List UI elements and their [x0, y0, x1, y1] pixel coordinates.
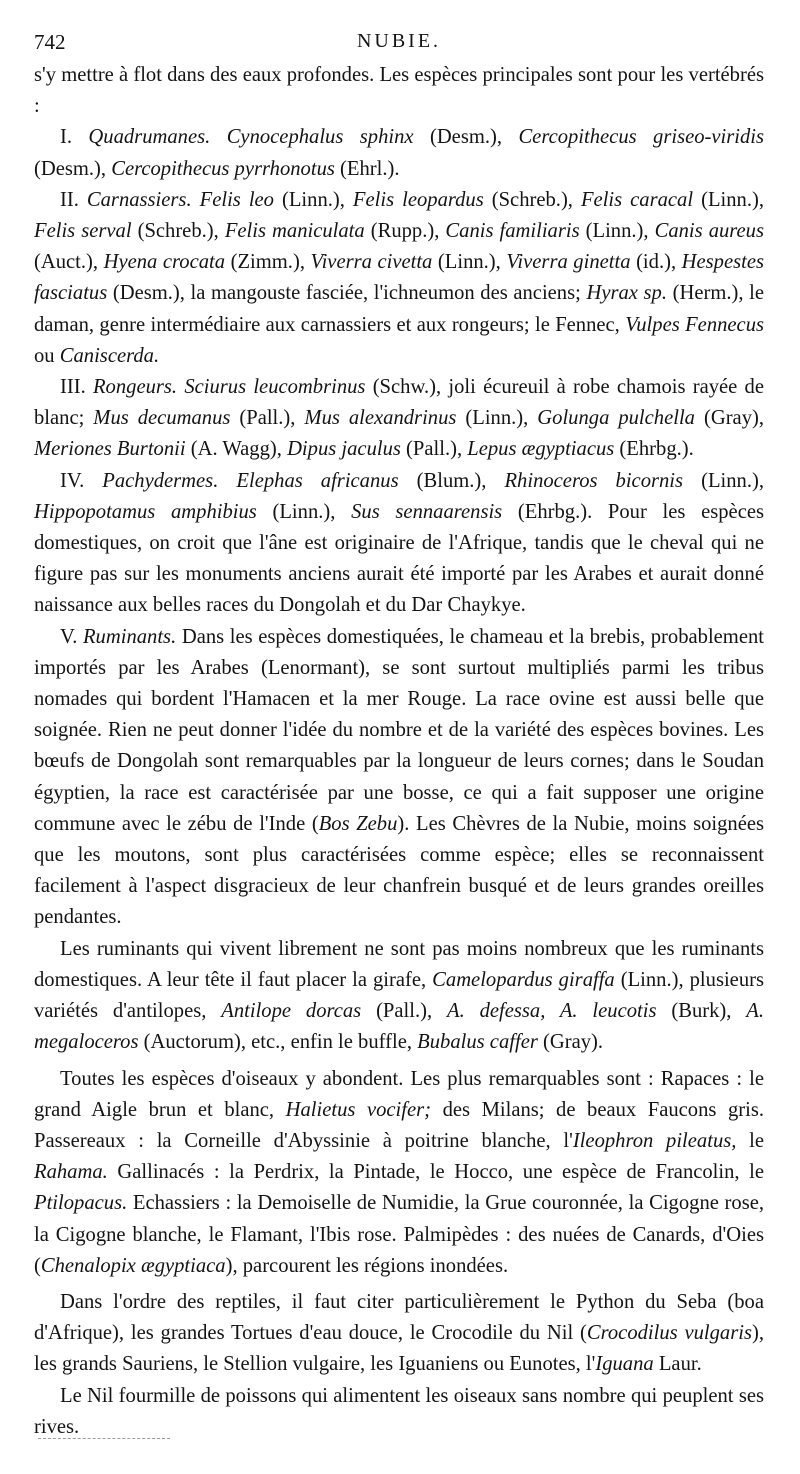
italic-run: Cercopithecus griseo-viridis — [518, 126, 765, 149]
footer-rule — [38, 1438, 170, 1439]
text-run: IV. — [60, 469, 103, 492]
text-run: Echassiers : la Demoiselle de Numidie, la Grue couronnée, la Cigogne rose, la Cigogne blanche, le Flamant, l'Ibis rose. Palmipèdes : des nuées de Canards, d'Oies ( — [34, 1192, 764, 1277]
italic-run: Lepus ægyptiacus — [467, 438, 615, 461]
text-run: (Pall.), — [361, 1000, 447, 1023]
text-run: (Linn.), — [273, 188, 353, 211]
text-run: (Schreb.), — [131, 220, 225, 243]
italic-run: Camelopardus giraffa — [432, 968, 615, 991]
text-run — [192, 189, 200, 211]
italic-run: Bubalus caffer — [417, 1031, 538, 1054]
italic-run: Hespestes fasciatus — [34, 251, 765, 305]
text-run: des Milans; de beaux Faucons gris. Passereaux : la Corneille d'Abyssinie à poitrine blanche, l' — [34, 1098, 765, 1152]
text-run: (Burk), — [656, 1000, 747, 1023]
italic-run: Hyena crocata — [103, 251, 226, 274]
italic-run: Felis leopardus — [352, 188, 484, 211]
text-run: (Linn.), — [579, 220, 655, 243]
italic-run: Ileophron pileatus, — [572, 1129, 737, 1152]
italic-run: Ruminants. — [82, 625, 177, 648]
text-run: Dans les espèces domestiquées, le chameau et la brebis, probablement importés par les Arabes (Lenormant), se sont surtout multipliés parmi les tribus nomades qui bordent l'Hamacen et la mer Rouge. La race ovine est aussi belle que soignée. Rien ne peut donner l'idée du nombre et de la variété des espèces bovines. Les bœufs de Dongolah sont remarquables par la longueur de leurs cornes; dans le Soudan égyptien, la race est caractérisée par une bosse, ce qui a fait supposer une origine commune avec le zébu de l'Inde ( — [34, 625, 764, 835]
italic-run: Felis leo — [199, 188, 274, 211]
italic-run: Ptilopacus. — [34, 1192, 128, 1215]
italic-run: Canis aureus — [654, 220, 764, 243]
paragraph-pachydermes — [34, 466, 764, 622]
paragraph-oiseaux — [34, 1064, 764, 1282]
italic-run: Felis caracal — [580, 188, 694, 211]
text-run: (Gray). — [537, 1031, 604, 1054]
text-run: II. — [60, 188, 87, 211]
text-run: (Linn.), — [456, 407, 538, 430]
text-run: III. — [60, 376, 93, 399]
text-run: (Linn.), — [683, 469, 764, 492]
paragraph-ruminants — [34, 622, 764, 934]
italic-run: Sus sennaarensis — [351, 500, 503, 523]
italic-run: Mus alexandrinus — [304, 407, 457, 430]
text-run: Gallinacés : la Perdrix, la Pintade, le Hocco, une espèce de Francolin, le — [107, 1161, 764, 1184]
italic-run: A. defessa, A. leucotis — [446, 1000, 657, 1023]
italic-run: Elephas africanus — [236, 469, 399, 492]
text-run: (Schreb.), — [483, 188, 581, 211]
italic-run: Antilope dorcas — [221, 1000, 362, 1023]
italic-run: Cercopithecus pyrrhonotus — [111, 157, 335, 180]
italic-run: Rhinoceros bicornis — [504, 469, 684, 492]
text-run: (Linn.), plusieurs variétés d'antilopes, — [34, 968, 764, 1023]
text-run: (Herm.), le daman, genre intermédiaire aux carnassiers et aux rongeurs; le Fennec, — [34, 282, 765, 336]
italic-run: Vulpes Fennecus — [625, 313, 765, 336]
text-run: (Pall.), — [400, 438, 468, 461]
text-run — [218, 470, 236, 492]
text-run: ). Les Chèvres de la Nubie, moins soignées que les moutons, sont plus caractérisées comme espèce; elles se reconnaissent facilement à l'aspect disgracieux de leur chanfrein busqué et de leurs grandes oreilles pendantes. — [34, 812, 765, 929]
italic-run: Carnassiers. — [86, 188, 192, 211]
italic-run: Pachydermes. — [102, 469, 219, 492]
text-run: (id.), — [630, 251, 682, 274]
italic-run: Rahama. — [34, 1161, 108, 1184]
italic-run: Caniscerda. — [59, 344, 160, 367]
paragraph-reptiles — [34, 1287, 764, 1381]
italic-run: Rongeurs. — [92, 376, 178, 399]
italic-run: Hyrax sp. — [586, 282, 668, 305]
text-run: ou — [34, 344, 60, 367]
italic-run: Mus decumanus — [93, 407, 231, 430]
italic-run: Dipus jaculus — [287, 438, 401, 461]
italic-run: Halietus vocifer; — [285, 1098, 432, 1121]
italic-run: Quadrumanes. — [88, 126, 211, 149]
text-run: (Auct.), — [34, 251, 104, 274]
text-run: V. — [60, 625, 83, 648]
text-run: (Schw.), joli écureuil à robe chamois rayée de blanc; — [34, 376, 764, 430]
paragraph-poissons — [34, 1381, 764, 1443]
italic-run: Viverra civetta — [310, 251, 433, 274]
italic-run: Crocodilus vulgaris — [586, 1322, 752, 1345]
paragraph-intro — [34, 60, 764, 122]
text-run: (Rupp.), — [364, 220, 446, 243]
italic-run: Felis maniculata — [224, 220, 365, 243]
italic-run: Cynocephalus sphinx — [226, 126, 414, 149]
italic-run: Hippopotamus amphibius — [34, 500, 257, 523]
running-head: NUBIE. — [356, 30, 442, 52]
text-run: (Linn.), — [693, 188, 764, 211]
italic-run: Meriones Burtonii — [34, 438, 186, 461]
italic-run: Canis familiaris — [445, 220, 580, 243]
text-run: ), les grands Sauriens, le Stellion vulgaire, les Iguaniens ou Eunotes, l' — [34, 1322, 764, 1376]
italic-run: Iguana — [595, 1353, 654, 1376]
text-run — [210, 126, 226, 148]
italic-run: Bos Zebu — [318, 812, 398, 835]
text-run: (Ehrl.). — [334, 157, 400, 180]
text-run: (Desm.), — [34, 157, 112, 180]
text-run: (Ehrbg.). — [614, 438, 694, 461]
italic-run: Golunga pulchella — [537, 407, 695, 430]
text-run: Dans l'ordre des reptiles, il faut citer particulièrement le Python du Seba (boa d'Afrique), les grandes Tortues d'eau douce, le Crocodile du Nil ( — [34, 1290, 764, 1345]
paragraph-quadrumanes — [34, 122, 764, 184]
text-run: ), parcourent les régions inondées. — [225, 1254, 509, 1277]
text-run: (Gray), — [694, 407, 764, 430]
text-run: (Ehrbg.). Pour les espèces domestiques, on croit que l'âne est originaire de l'Afrique, tandis que le cheval qui ne figure pas sur les monuments anciens aurait été importé par les Arabes et aurait donné naissance aux belles races du Dongolah et du Dar Chaykye. — [34, 500, 764, 617]
text-run: (Zimm.), — [225, 251, 311, 274]
italic-run: Chenalopix ægyptiaca — [40, 1254, 226, 1277]
text-run: le — [736, 1129, 765, 1152]
text-run: I. — [60, 126, 89, 149]
page-body — [34, 60, 764, 1443]
italic-run: Viverra ginetta — [506, 251, 631, 274]
page-header — [34, 30, 764, 60]
text-run: (Linn.), — [256, 500, 352, 523]
paragraph-carnassiers — [34, 185, 764, 372]
paragraph-ruminants-libres — [34, 934, 764, 1059]
text-run: s'y mettre à flot dans des eaux profondes. Les espèces principales sont pour les vertébrés : — [34, 64, 764, 118]
italic-run: Sciurus leucombrinus — [184, 376, 366, 399]
text-run: (Blum.), — [398, 469, 505, 492]
italic-run: Felis serval — [34, 220, 132, 243]
page-number: 742 — [34, 30, 66, 54]
text-run: Les ruminants qui vivent librement ne sont pas moins nombreux que les ruminants domestiques. A leur tête il faut placer la girafe, — [34, 937, 764, 991]
text-run: (Linn.), — [432, 251, 507, 274]
italic-run: A. megaloceros — [34, 1000, 764, 1054]
text-run: (Auctorum), etc., enfin le buffle, — [138, 1031, 418, 1054]
text-run: Laur. — [653, 1353, 702, 1376]
text-run: (A. Wagg), — [185, 438, 288, 461]
text-run: (Desm.), la mangouste fasciée, l'ichneumon des anciens; — [107, 282, 587, 305]
text-run: (Pall.), — [230, 407, 305, 430]
text-run: (Desm.), — [413, 126, 519, 149]
paragraph-rongeurs — [34, 372, 764, 466]
text-run: Toutes les espèces d'oiseaux y abondent. Les plus remarquables sont : Rapaces : le grand Aigle brun et blanc, — [34, 1067, 764, 1121]
text-run: Le Nil fourmille de poissons qui alimentent les oiseaux sans nombre qui peuplent ses rives. — [34, 1384, 764, 1438]
